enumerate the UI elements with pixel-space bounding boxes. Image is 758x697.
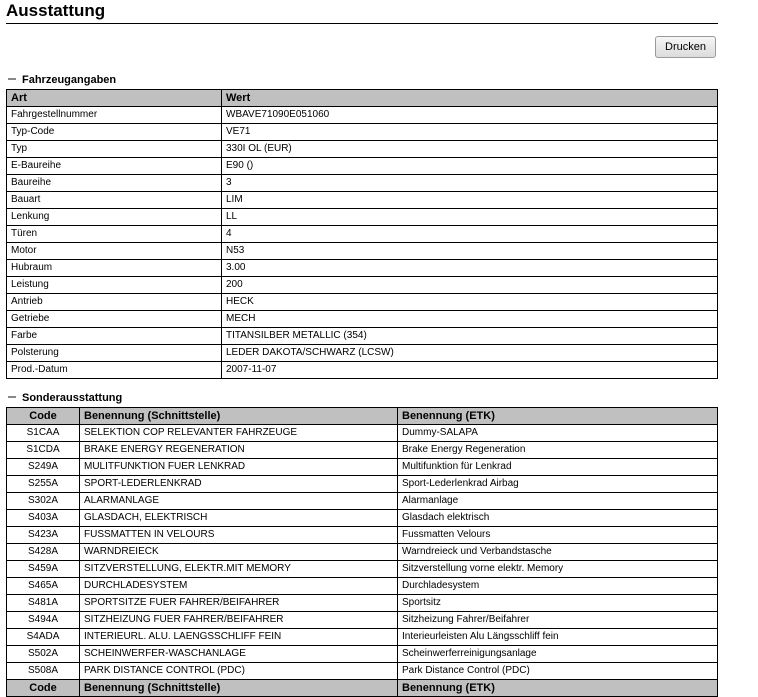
print-button[interactable]: Drucken bbox=[655, 36, 716, 58]
cell-schnittstelle: DURCHLADESYSTEM bbox=[80, 578, 398, 595]
table-row bbox=[7, 209, 718, 226]
cell-schnittstelle: GLASDACH, ELEKTRISCH bbox=[80, 510, 398, 527]
footer-header-schnittstelle: Benennung (Schnittstelle) bbox=[80, 680, 398, 697]
table-row bbox=[7, 141, 718, 158]
cell-code: S502A bbox=[7, 646, 80, 663]
cell-etk: Durchladesystem bbox=[398, 578, 718, 595]
page-title: Ausstattung bbox=[6, 1, 718, 24]
cell-art: Motor bbox=[7, 243, 222, 260]
table-header-row bbox=[7, 90, 718, 107]
cell-schnittstelle: SCHEINWERFER-WASCHANLAGE bbox=[80, 646, 398, 663]
table-row bbox=[7, 595, 718, 612]
cell-art: Leistung bbox=[7, 277, 222, 294]
table-row bbox=[7, 107, 718, 124]
cell-etk: Sport-Lederlenkrad Airbag bbox=[398, 476, 718, 493]
cell-schnittstelle: SPORTSITZE FUER FAHRER/BEIFAHRER bbox=[80, 595, 398, 612]
cell-schnittstelle: INTERIEURL. ALU. LAENGSSCHLIFF FEIN bbox=[80, 629, 398, 646]
cell-etk: Brake Energy Regeneration bbox=[398, 442, 718, 459]
cell-code: S465A bbox=[7, 578, 80, 595]
table-row bbox=[7, 612, 718, 629]
cell-wert: HECK bbox=[222, 294, 718, 311]
cell-schnittstelle: SPORT-LEDERLENKRAD bbox=[80, 476, 398, 493]
cell-art: Prod.-Datum bbox=[7, 362, 222, 379]
cell-schnittstelle: BRAKE ENERGY REGENERATION bbox=[80, 442, 398, 459]
cell-code: S1CDA bbox=[7, 442, 80, 459]
table-row bbox=[7, 561, 718, 578]
cell-art: Typ-Code bbox=[7, 124, 222, 141]
column-header-art: Art bbox=[7, 90, 222, 107]
cell-code: S508A bbox=[7, 663, 80, 680]
table-row bbox=[7, 646, 718, 663]
cell-code: S423A bbox=[7, 527, 80, 544]
cell-wert: LEDER DAKOTA/SCHWARZ (LCSW) bbox=[222, 345, 718, 362]
table-row bbox=[7, 510, 718, 527]
cell-wert: 330I OL (EUR) bbox=[222, 141, 718, 158]
cell-wert: 200 bbox=[222, 277, 718, 294]
cell-wert: VE71 bbox=[222, 124, 718, 141]
section-header-options[interactable] bbox=[8, 392, 122, 405]
cell-schnittstelle: ALARMANLAGE bbox=[80, 493, 398, 510]
table-row bbox=[7, 328, 718, 345]
table-row bbox=[7, 345, 718, 362]
cell-art: Polsterung bbox=[7, 345, 222, 362]
footer-header-code: Code bbox=[7, 680, 80, 697]
section-title: Sonderausstattung bbox=[22, 392, 123, 404]
collapse-icon[interactable] bbox=[8, 396, 16, 398]
cell-art: Baureihe bbox=[7, 175, 222, 192]
column-header-wert: Wert bbox=[222, 90, 718, 107]
table-row bbox=[7, 260, 718, 277]
cell-code: S481A bbox=[7, 595, 80, 612]
cell-art: E-Baureihe bbox=[7, 158, 222, 175]
collapse-icon[interactable] bbox=[8, 78, 16, 80]
table-row bbox=[7, 124, 718, 141]
cell-wert: LIM bbox=[222, 192, 718, 209]
vehicle-data-table bbox=[6, 89, 718, 379]
section-title: Fahrzeugangaben bbox=[22, 74, 117, 86]
table-row bbox=[7, 476, 718, 493]
cell-art: Typ bbox=[7, 141, 222, 158]
cell-art: Hubraum bbox=[7, 260, 222, 277]
cell-art: Getriebe bbox=[7, 311, 222, 328]
cell-etk: Fussmatten Velours bbox=[398, 527, 718, 544]
cell-wert: WBAVE71090E051060 bbox=[222, 107, 718, 124]
cell-schnittstelle: PARK DISTANCE CONTROL (PDC) bbox=[80, 663, 398, 680]
cell-etk: Multifunktion für Lenkrad bbox=[398, 459, 718, 476]
section-header-vehicle[interactable] bbox=[8, 74, 116, 87]
table-row bbox=[7, 226, 718, 243]
table-row bbox=[7, 311, 718, 328]
table-row bbox=[7, 442, 718, 459]
cell-schnittstelle: MULITFUNKTION FUER LENKRAD bbox=[80, 459, 398, 476]
table-row bbox=[7, 493, 718, 510]
table-row bbox=[7, 277, 718, 294]
table-row bbox=[7, 362, 718, 379]
cell-code: S428A bbox=[7, 544, 80, 561]
cell-etk: Alarmanlage bbox=[398, 493, 718, 510]
cell-code: S1CAA bbox=[7, 425, 80, 442]
cell-etk: Warndreieck und Verbandstasche bbox=[398, 544, 718, 561]
cell-wert: 3.00 bbox=[222, 260, 718, 277]
column-header-schnittstelle: Benennung (Schnittstelle) bbox=[80, 408, 398, 425]
table-row bbox=[7, 175, 718, 192]
cell-art: Fahrgestellnummer bbox=[7, 107, 222, 124]
cell-etk: Glasdach elektrisch bbox=[398, 510, 718, 527]
cell-wert: 4 bbox=[222, 226, 718, 243]
table-row bbox=[7, 544, 718, 561]
table-row bbox=[7, 192, 718, 209]
table-row bbox=[7, 294, 718, 311]
table-header-row bbox=[7, 408, 718, 425]
cell-schnittstelle: SITZVERSTELLUNG, ELEKTR.MIT MEMORY bbox=[80, 561, 398, 578]
cell-schnittstelle: SITZHEIZUNG FUER FAHRER/BEIFAHRER bbox=[80, 612, 398, 629]
footer-header-etk: Benennung (ETK) bbox=[398, 680, 718, 697]
table-row bbox=[7, 459, 718, 476]
cell-etk: Dummy-SALAPA bbox=[398, 425, 718, 442]
cell-code: S255A bbox=[7, 476, 80, 493]
cell-code: S302A bbox=[7, 493, 80, 510]
cell-art: Bauart bbox=[7, 192, 222, 209]
cell-art: Lenkung bbox=[7, 209, 222, 226]
table-row bbox=[7, 578, 718, 595]
cell-code: S403A bbox=[7, 510, 80, 527]
cell-wert: TITANSILBER METALLIC (354) bbox=[222, 328, 718, 345]
cell-etk: Scheinwerferreinigungsanlage bbox=[398, 646, 718, 663]
column-header-etk: Benennung (ETK) bbox=[398, 408, 718, 425]
table-row bbox=[7, 158, 718, 175]
cell-wert: E90 () bbox=[222, 158, 718, 175]
cell-schnittstelle: SELEKTION COP RELEVANTER FAHRZEUGE bbox=[80, 425, 398, 442]
cell-etk: Interieurleisten Alu Längsschliff fein bbox=[398, 629, 718, 646]
cell-wert: MECH bbox=[222, 311, 718, 328]
column-header-code: Code bbox=[7, 408, 80, 425]
table-footer-row bbox=[7, 680, 718, 697]
cell-wert: 3 bbox=[222, 175, 718, 192]
cell-schnittstelle: WARNDREIECK bbox=[80, 544, 398, 561]
cell-etk: Sitzverstellung vorne elektr. Memory bbox=[398, 561, 718, 578]
cell-code: S459A bbox=[7, 561, 80, 578]
table-row bbox=[7, 527, 718, 544]
cell-wert: 2007-11-07 bbox=[222, 362, 718, 379]
cell-etk: Sitzheizung Fahrer/Beifahrer bbox=[398, 612, 718, 629]
cell-art: Antrieb bbox=[7, 294, 222, 311]
cell-code: S4ADA bbox=[7, 629, 80, 646]
options-table bbox=[6, 407, 718, 697]
cell-code: S249A bbox=[7, 459, 80, 476]
cell-wert: N53 bbox=[222, 243, 718, 260]
cell-art: Türen bbox=[7, 226, 222, 243]
cell-schnittstelle: FUSSMATTEN IN VELOURS bbox=[80, 527, 398, 544]
table-row bbox=[7, 243, 718, 260]
cell-etk: Park Distance Control (PDC) bbox=[398, 663, 718, 680]
cell-code: S494A bbox=[7, 612, 80, 629]
cell-art: Farbe bbox=[7, 328, 222, 345]
cell-etk: Sportsitz bbox=[398, 595, 718, 612]
table-row bbox=[7, 663, 718, 680]
table-row bbox=[7, 629, 718, 646]
table-row bbox=[7, 425, 718, 442]
cell-wert: LL bbox=[222, 209, 718, 226]
